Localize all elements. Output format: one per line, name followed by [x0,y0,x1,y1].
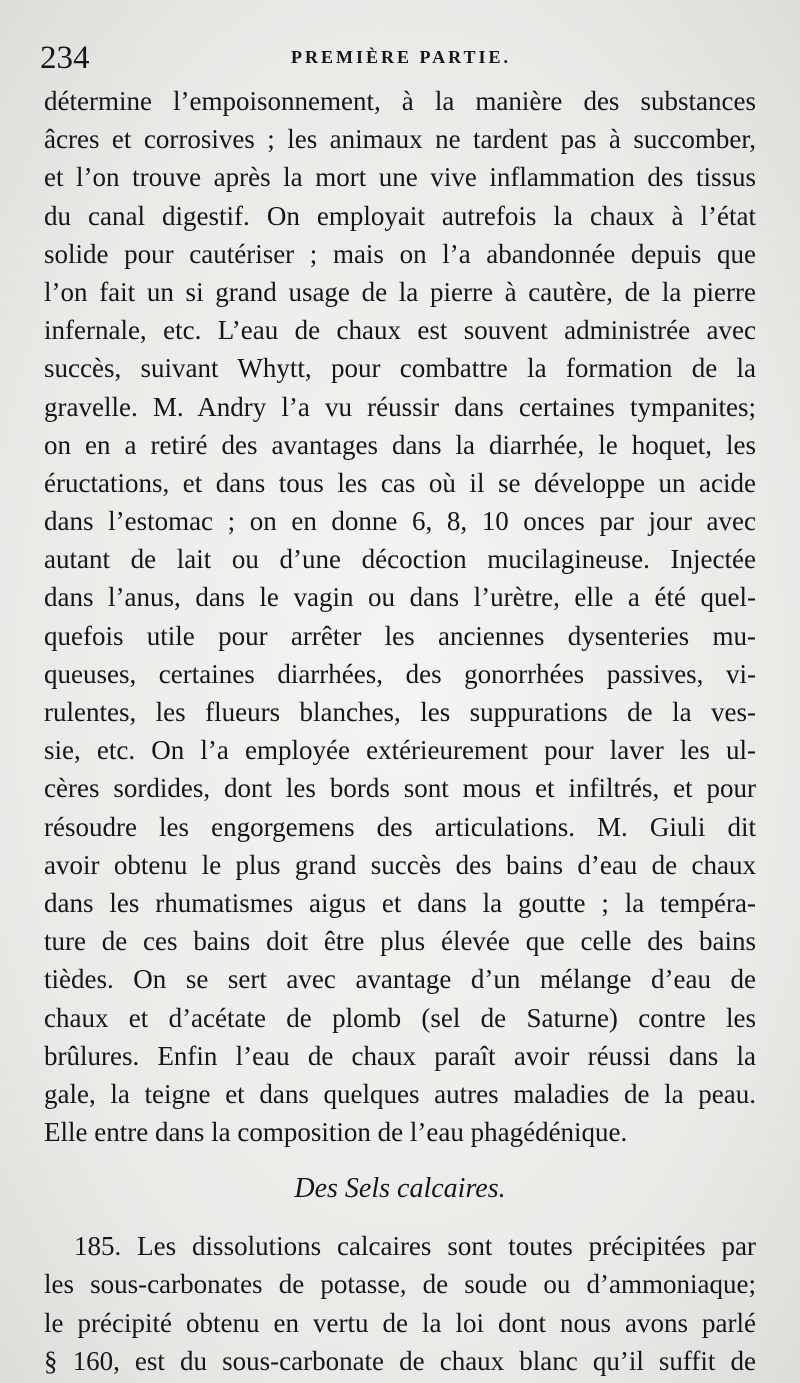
text-line: solide pour cautériser ; mais on l’a abandonnée depuis que [44,238,756,269]
text-line: les sous-carbonates de potasse, de soude ou d’ammoniaque; [44,1269,756,1300]
text-line: sie, etc. On l’a employée extérieurement pour laver les ul- [44,735,756,766]
text-line: dans les rhumatismes aigus et dans la goutte ; la tempéra- [44,887,756,918]
text-line: cères sordides, dont les bords sont mous et infiltrés, et pour [44,773,756,804]
text-line: infernale, etc. L’eau de chaux est souvent administrée avec [44,315,756,346]
text-line: § 160, est du sous-carbonate de chaux blanc qu’il suffit de [44,1345,756,1376]
page-header [36,36,766,76]
text-line: ture de ces bains doit être plus élevée que celle des bains [44,926,756,957]
text-line: avoir obtenu le plus grand succès des bains d’eau de chaux [44,849,756,880]
text-line: dans l’anus, dans le vagin ou dans l’urètre, elle a été quel- [44,582,756,613]
text-line: succès, suivant Whytt, pour combattre la formation de la [44,353,756,384]
text-line: gale, la teigne et dans quelques autres maladies de la peau. [44,1078,756,1109]
text-line: rulentes, les flueurs blanches, les suppurations de la ves- [44,697,756,727]
text-line: autant de lait ou d’une décoction mucilagineuse. Injectée [44,544,756,575]
section-title: Des Sels calcaires. [294,1173,506,1205]
text-line: brûlures. Enfin l’eau de chaux paraît avoir réussi dans la [44,1040,756,1071]
text-line: détermine l’empoisonnement, à la manière des substances [44,86,756,116]
text-line: quefois utile pour arrêter les anciennes dysenteries mu- [44,620,756,651]
text-line: tièdes. On se sert avec avantage d’un mélange d’eau de [44,964,756,995]
paragraph-2 [44,1227,756,1380]
running-head: PREMIÈRE PARTIE. [290,47,512,67]
page-number: 234 [40,40,90,76]
paragraph-1 [44,82,756,1151]
text-line: dans l’estomac ; on en donne 6, 8, 10 onces par jour avec [44,506,756,537]
text-line: et l’on trouve après la mort une vive inflammation des tissus [44,162,756,193]
text-line: du canal digestif. On employait autrefois la chaux à l’état [44,200,756,231]
text-line: âcres et corrosives ; les animaux ne tardent pas à succomber, [44,124,756,155]
text-line: le précipité obtenu en vertu de la loi dont nous avons parlé [44,1307,756,1338]
text-line: gravelle. M. Andry l’a vu réussir dans certaines tympanites; [44,391,756,422]
text-line: éructations, et dans tous les cas où il se développe un acide [44,467,756,498]
body-text [44,82,756,1380]
text-line: l’on fait un si grand usage de la pierre à cautère, de la pierre [44,276,756,307]
text-line: on en a retiré des avantages dans la diarrhée, le hoquet, les [44,429,756,460]
text-line: 185. Les dissolutions calcaires sont toutes précipitées par [74,1231,756,1262]
text-line: queuses, certaines diarrhées, des gonorrhées passives, vi- [44,658,756,689]
text-line: Elle entre dans la composition de l’eau phagédénique. [44,1117,628,1148]
text-line: résoudre les engorgemens des articulations. M. Giuli dit [44,811,756,842]
text-line: chaux et d’acétate de plomb (sel de Saturne) contre les [44,1002,756,1033]
